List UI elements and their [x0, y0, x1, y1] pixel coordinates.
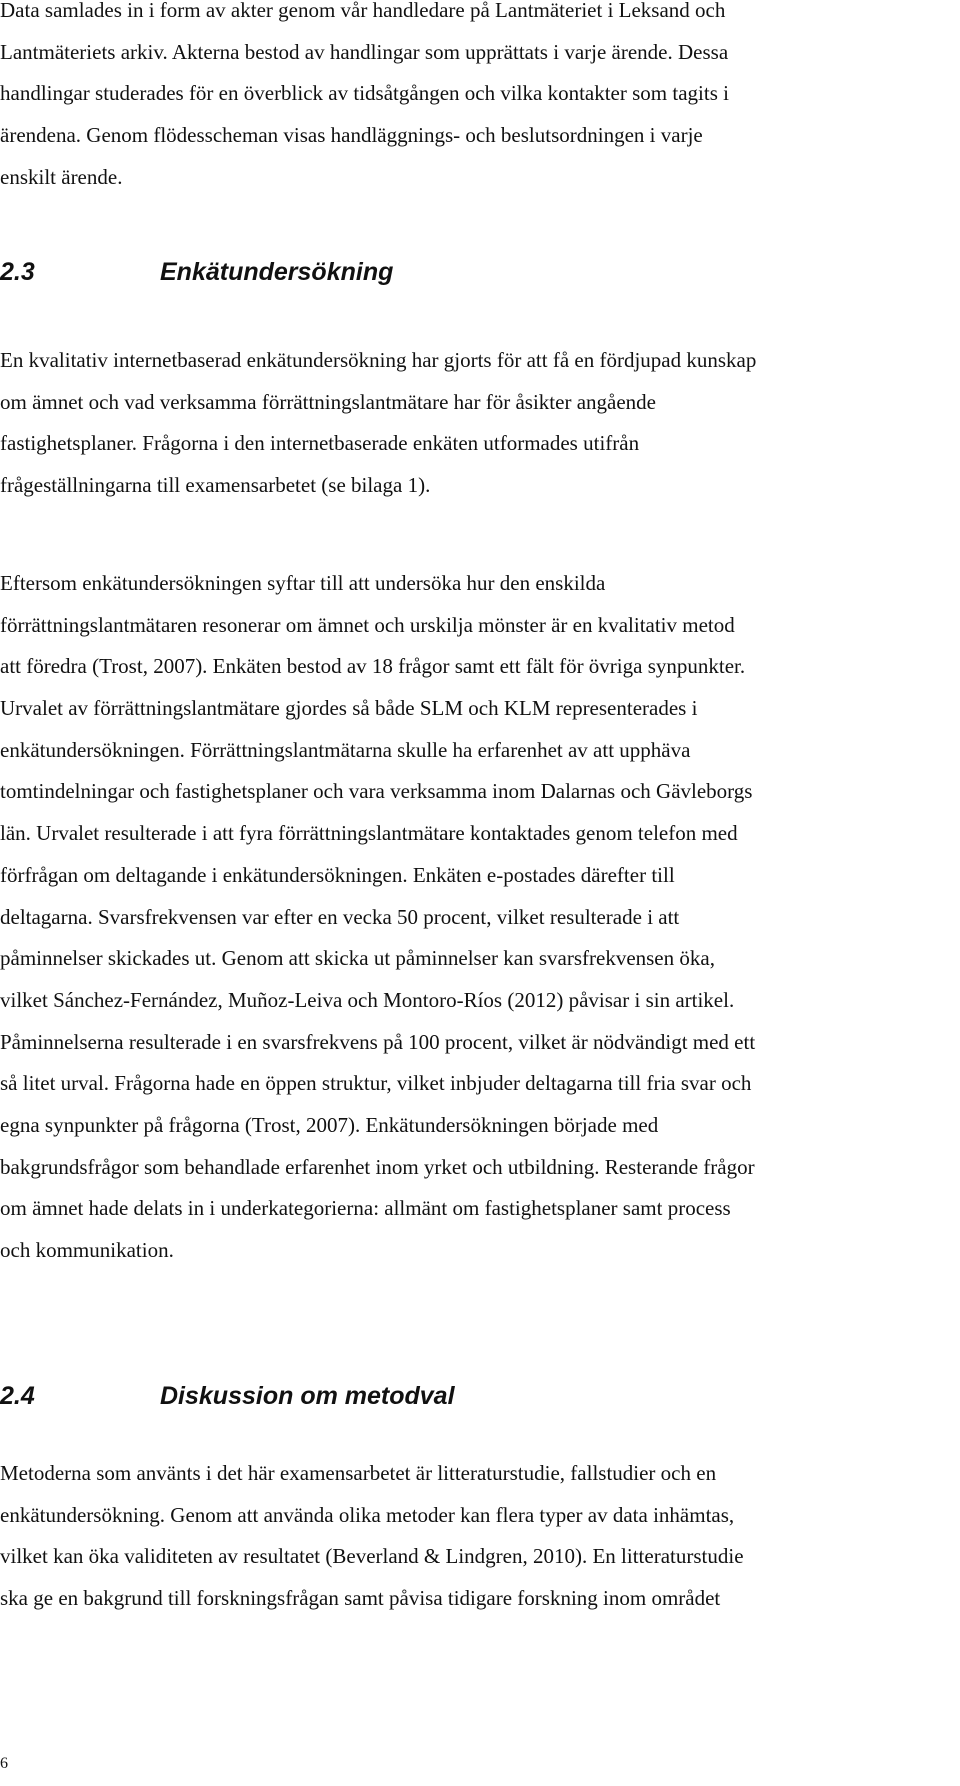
paragraph-survey-intro — [0, 340, 960, 507]
section-heading-2-4 — [0, 1381, 455, 1411]
text-line: så litet urval. Frågorna hade en öppen struktur, vilket inbjuder deltagarna till fria svar och — [0, 1071, 752, 1096]
text-line: Data samlades in i form av akter genom vår handledare på Lantmäteriet i Leksand och — [0, 0, 726, 22]
text-line: och kommunikation. — [0, 1238, 174, 1262]
text-line: förrättningslantmätaren resonerar om ämnet och urskilja mönster är en kvalitativ metod — [0, 612, 735, 637]
section-number: 2.4 — [0, 1382, 35, 1410]
text-line: vilket kan öka validiteten av resultatet (Beverland & Lindgren, 2010). En litteraturstudie — [0, 1544, 744, 1569]
text-line: handlingar studerades för en överblick av tidsåtgången och vilka kontakter som tagits i — [0, 81, 729, 106]
text-line: vilket Sánchez-Fernández, Muñoz-Leiva och Montoro-Ríos (2012) påvisar i sin artikel. — [0, 987, 735, 1012]
text-line: att föredra (Trost, 2007). Enkäten bestod av 18 frågor samt ett fält för övriga synpunkter. — [0, 654, 746, 679]
text-line: om ämnet och vad verksamma förrättningslantmätare har för åsikter angående — [0, 389, 656, 414]
text-line: Påminnelserna resulterade i en svarsfrekvens på 100 procent, vilket är nödvändigt med ett — [0, 1029, 756, 1054]
section-number: 2.3 — [0, 258, 35, 286]
text-line: län. Urvalet resulterade i att fyra förrättningslantmätare kontaktades genom telefon med — [0, 821, 738, 846]
text-line: enskilt ärende. — [0, 164, 123, 189]
text-line: ärendena. Genom flödesscheman visas handläggnings- och beslutsordningen i varje — [0, 123, 703, 148]
section-title: Enkätundersökning — [160, 258, 394, 286]
text-line: egna synpunkter på frågorna (Trost, 2007). Enkätundersökningen började med — [0, 1112, 659, 1137]
page-number: 6 — [0, 1755, 8, 1772]
text-line: tomtindelningar och fastighetsplaner och vara verksamma inom Dalarnas och Gävleborgs — [0, 779, 753, 804]
text-line: enkätundersökning. Genom att använda olika metoder kan flera typer av data inhämtas, — [0, 1502, 735, 1527]
section-heading-2-3 — [0, 257, 393, 287]
paragraph-method-discussion — [0, 1453, 960, 1620]
text-line: deltagarna. Svarsfrekvensen var efter en vecka 50 procent, vilket resulterade i att — [0, 904, 680, 929]
text-line: om ämnet hade delats in i underkategorierna: allmänt om fastighetsplaner samt process — [0, 1196, 731, 1221]
text-line: fastighetsplaner. Frågorna i den internetbaserade enkäten utformades utifrån — [0, 431, 640, 456]
text-line: Eftersom enkätundersökningen syftar till att undersöka hur den enskilda — [0, 571, 606, 595]
text-line: enkätundersökningen. Förrättningslantmätarna skulle ha erfarenhet av att upphäva — [0, 737, 691, 762]
text-line: Metoderna som använts i det här examensarbetet är litteraturstudie, fallstudier och en — [0, 1461, 717, 1485]
text-line: En kvalitativ internetbaserad enkätundersökning har gjorts för att få en fördjupad kunskap — [0, 348, 757, 372]
text-line: ska ge en bakgrund till forskningsfrågan samt påvisa tidigare forskning inom området — [0, 1586, 721, 1611]
text-line: Lantmäteriets arkiv. Akterna bestod av handlingar som upprättats i varje ärende. Dessa — [0, 39, 729, 64]
text-line: förfrågan om deltagande i enkätundersökningen. Enkäten e-postades därefter till — [0, 862, 675, 887]
text-line: påminnelser skickades ut. Genom att skicka ut påminnelser kan svarsfrekvensen öka, — [0, 946, 715, 971]
text-line: bakgrundsfrågor som behandlade erfarenhet inom yrket och utbildning. Resterande frågor — [0, 1154, 755, 1179]
paragraph-data-collection — [0, 0, 960, 198]
paragraph-survey-method — [0, 563, 960, 1272]
text-line: frågeställningarna till examensarbetet (se bilaga 1). — [0, 473, 431, 498]
section-title: Diskussion om metodval — [160, 1382, 455, 1410]
text-line: Urvalet av förrättningslantmätare gjordes så både SLM och KLM representerades i — [0, 696, 698, 721]
